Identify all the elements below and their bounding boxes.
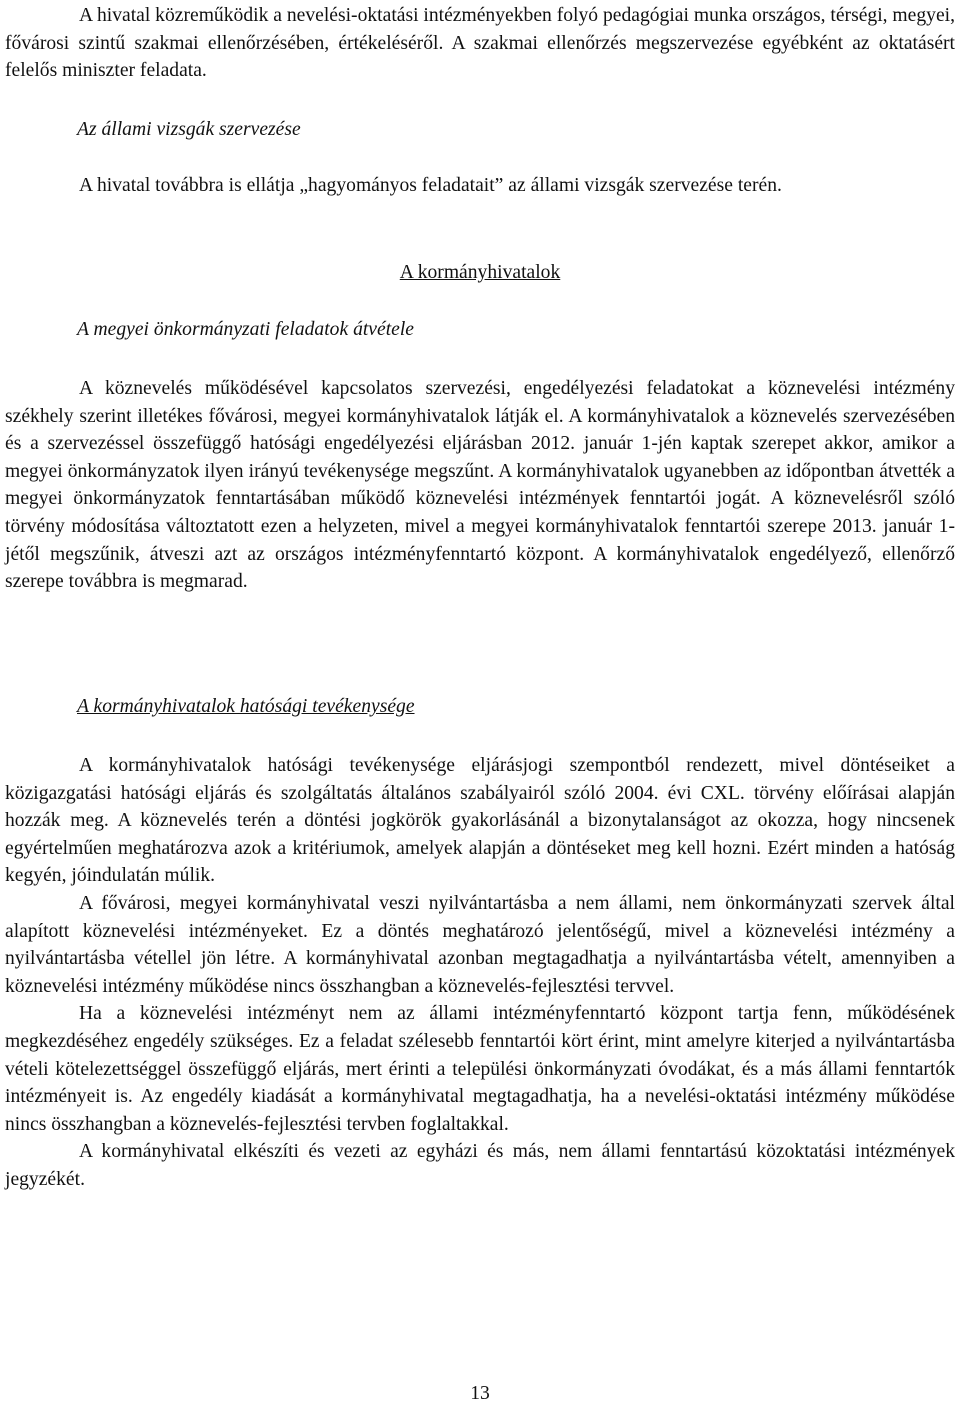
county-tasks-heading: A megyei önkormányzati feladatok átvétele [77,319,414,340]
county-tasks-paragraph: A köznevelés működésével kapcsolatos szervezési, engedélyezési feladatokat a köznevelési intézmény székhely szerint illetékes fővárosi, megyei kormányhivatalok látják el. A kormányhivatalok a köznevelés szervezésében és a szervezéssel összefüggő hatósági engedélyezési eljárásban 2012. január 1-jén kaptak szerepet akkor, amikor a megyei önkormányzatok ilyen irányú tevékenysége megszűnt. A kormányhivatalok ugyanebben az időpontban átvették a megyei önkormányzatok fenntartásában működő köznevelési intézmények fenntartói jogát. A köznevelésről szóló törvény módosítása változtatott ezen a helyzeten, mivel a megyei kormányhivatalok fenntartói szerepe 2013. január 1-jétől megszűnik, átveszi azt az országos intézményfenntartó központ. A kormányhivatalok engedélyező, ellenőrző szerepe továbbra is megmarad. [5,378,955,593]
state-exams-paragraph: A hivatal továbbra is ellátja „hagyományos feladatait” az állami vizsgák szervezése terén. [79,175,782,196]
intro-paragraph: A hivatal közreműködik a nevelési-oktatási intézményekben folyó pedagógiai munka országos, térségi, megyei, fővárosi szintű szakmai ellenőrzésében, értékeléséről. A szakmai ellenőrzés megszervezése egyébként az oktatásért felelős miniszter feladata. [5,5,956,82]
authority-block [5,752,955,1194]
intro-block [5,2,955,85]
authority-heading: A kormányhivatalok hatósági tevékenysége [77,696,415,717]
state-exams-heading: Az állami vizsgák szervezése [77,119,301,140]
state-exams-block [5,172,955,200]
authority-paragraph-3: Ha a köznevelési intézményt nem az állami intézményfenntartó központ tartja fenn, működésének megkezdéséhez engedély szükséges. Ez a feladat szélesebb fenntartói kört érint, mint amelyre kiterjed a nyilvántartásba vételi kötelezettséggel összefüggő eljárás, mert érinti a települési önkormányzati óvodákat, és a más állami fenntartók intézményeit is. Az engedély kiadását a kormányhivatal megtagadhatja, ha a nevelési-oktatási intézmény működése nincs összhangban a köznevelés-fejlesztési tervben foglaltakkal. [5,1003,955,1135]
page-number: 13 [470,1383,490,1404]
authority-paragraph-1: A kormányhivatalok hatósági tevékenysége eljárásjogi szempontból rendezett, mivel döntéseiket a közigazgatási hatósági eljárás és szolgáltatás általános szabályairól szóló 2004. évi CXL. törvény előírásai alapján hozzák meg. A köznevelés terén a döntési jogkörök gyakorlásánál a bizonytalanságot az okozza, hogy nincsenek egyértelműen meghatározva azok a kritériumok, amelyek alapján a döntéseket meg kell hozni. Ezért minden a hatóság kegyén, jóindulatán múlik. [5,755,955,887]
county-tasks-block [5,375,955,596]
govt-offices-heading: A kormányhivatalok [399,262,561,283]
authority-paragraph-4: A kormányhivatal elkészíti és vezeti az egyházi és más, nem állami fenntartású közoktatási intézmények jegyzékét. [5,1141,955,1190]
authority-paragraph-2: A fővárosi, megyei kormányhivatal veszi nyilvántartásba a nem állami, nem önkormányzati szervek által alapított köznevelési intézményeket. Ez a döntés meghatározó jelentőségű, mivel a köznevelési intézmény a nyilvántartásba vétellel jön létre. A kormányhivatal azonban megtagadhatja a nyilvántartásba vételt, amennyiben a köznevelési intézmény működése nincs összhangban a köznevelés-fejlesztési tervvel. [5,892,955,997]
